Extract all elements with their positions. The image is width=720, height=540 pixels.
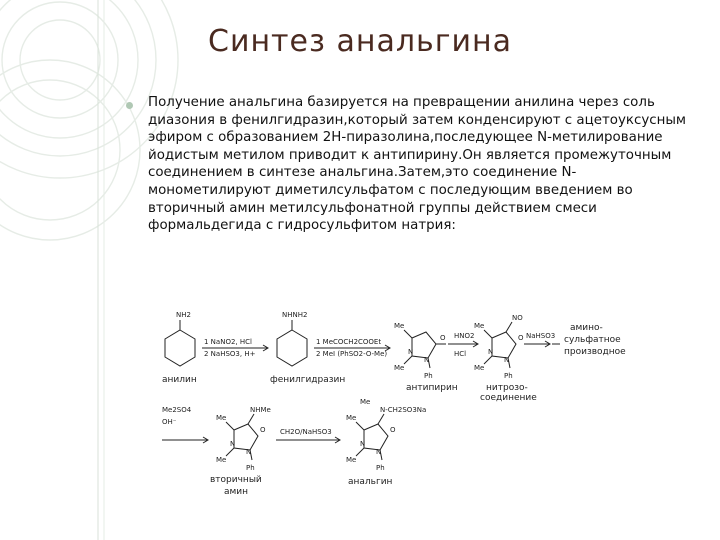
analgin-me-n: Me <box>360 398 371 406</box>
analgin-nch2: N-CH2SO3Na <box>380 406 427 414</box>
analgin-n-2: N <box>376 448 382 456</box>
amino-label-2: сульфатное <box>564 335 621 345</box>
reaction-scheme <box>150 300 690 500</box>
antipyrine-me-2: Me <box>394 364 405 372</box>
slide-title: Синтез анальгина <box>208 24 512 59</box>
amino-label-3: производное <box>564 347 626 357</box>
secondary-label-1: вторичный <box>210 475 262 485</box>
step2-reagent-a: 1 MeCOCH2COOEt <box>316 338 382 346</box>
bullet-text: Получение анальгина базируется на превращении анилина через соль диазония в фенилгидразин,который затем конденсируют с ацетоуксусным эфиром с образованием 2Н-пиразолина,последующее N-метилирование йодистым метилом приводит к антипирину.Он является промежуточным соединением в синтезе анальгина.Затем,это соединение N-монометилируют диметилсульфатом с последующим введением во вторичный амин метилсульфонатной группы действием смеси формальдегида с гидросульфитом натрия: <box>148 95 687 234</box>
bullet-marker <box>126 102 133 109</box>
analgin-label: анальгин <box>348 477 393 487</box>
nitroso-me-2: Me <box>474 364 485 372</box>
phenylhydrazine-label: фенилгидразин <box>270 375 346 385</box>
secondary-o: O <box>260 426 266 434</box>
secondary-n-2: N <box>246 448 252 456</box>
step5-oh: OH⁻ <box>162 418 177 426</box>
step3-hcl: HCl <box>454 350 467 358</box>
secondary-me-2: Me <box>216 456 227 464</box>
bullet-item <box>126 94 696 235</box>
step5-me2so4: Me2SO4 <box>162 406 192 414</box>
step6-reagent: CH2O/NaHSO3 <box>280 428 332 436</box>
step2-reagent-b: 2 MeI (PhSO2-O-Me) <box>316 350 388 358</box>
step3-hno2: HNO2 <box>454 332 475 340</box>
nitroso-n-2: N <box>504 356 510 364</box>
analgin-me-1: Me <box>346 414 357 422</box>
step1-reagent-a: 1 NaNO2, HCl <box>204 338 252 346</box>
analgin-n-1: N <box>360 440 366 448</box>
nitroso-label-2: соединение <box>480 393 537 403</box>
antipyrine-n-1: N <box>408 348 414 356</box>
nitroso-ph: Ph <box>504 372 513 380</box>
nitroso-n-1: N <box>488 348 494 356</box>
phenylhydrazine-nhnh2: NHNH2 <box>282 311 308 319</box>
antipyrine-ph: Ph <box>424 372 433 380</box>
nitroso-me-1: Me <box>474 322 485 330</box>
nitroso-label-1: нитрозо- <box>486 383 528 393</box>
secondary-nhme: NHMe <box>250 406 271 414</box>
analgin-ph: Ph <box>376 464 385 472</box>
antipyrine-o: O <box>440 334 446 342</box>
antipyrine-label: антипирин <box>406 383 458 393</box>
aniline-label: анилин <box>162 375 197 385</box>
nitroso-no: NO <box>512 314 523 322</box>
analgin-o: O <box>390 426 396 434</box>
amino-label-1: амино- <box>570 323 603 333</box>
secondary-n-1: N <box>230 440 236 448</box>
secondary-ph: Ph <box>246 464 255 472</box>
antipyrine-n-2: N <box>424 356 430 364</box>
nitroso-o: O <box>518 334 524 342</box>
analgin-me-2: Me <box>346 456 357 464</box>
antipyrine-me-1: Me <box>394 322 405 330</box>
step1-reagent-b: 2 NaHSO3, H+ <box>204 350 256 358</box>
aniline-nh2: NH2 <box>176 311 191 319</box>
secondary-me-1: Me <box>216 414 227 422</box>
step4-nahso3: NaHSO3 <box>526 332 556 340</box>
secondary-label-2: амин <box>224 487 249 497</box>
